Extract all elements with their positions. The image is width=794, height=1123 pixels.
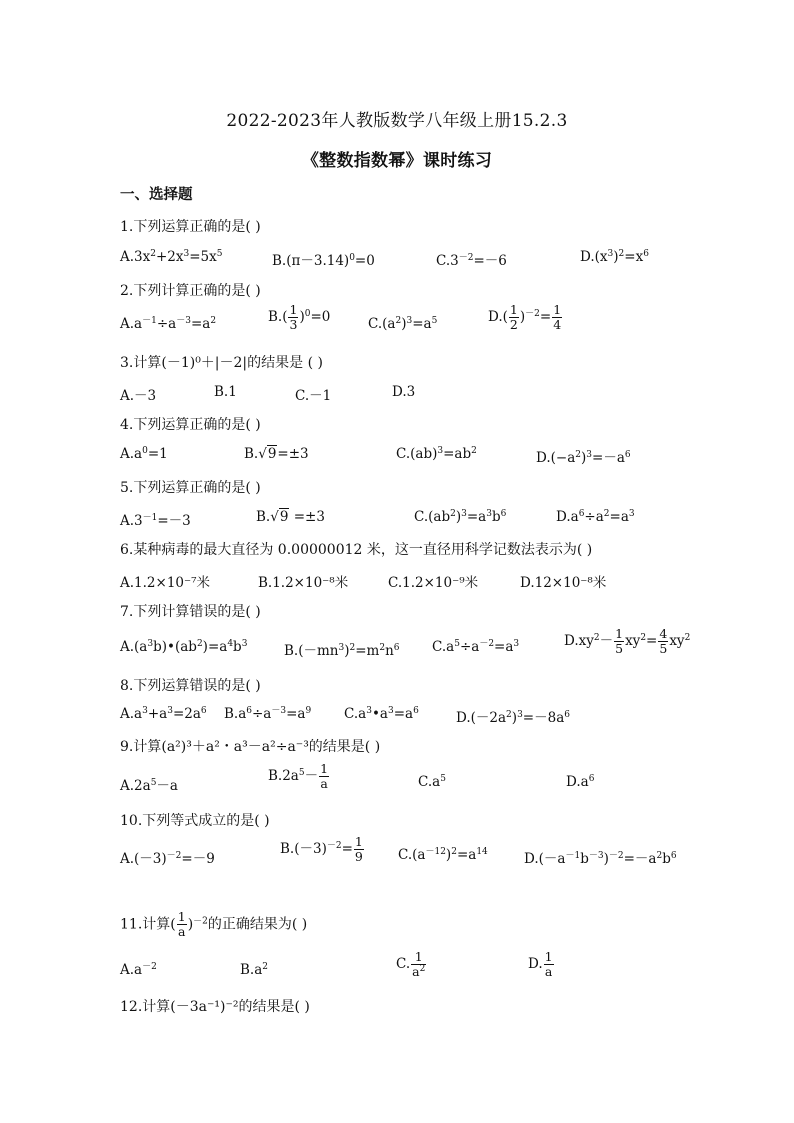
fraction: $\frac{1}{2}$ [509, 302, 518, 332]
fraction: $\frac{4}{5}$ [659, 626, 668, 656]
question-5-option-c: $C.(ab^2)^3=a^3b^6$ [414, 509, 507, 525]
question-7-option-d: $D.xy^2-$ $\frac{1}{5}$ $xy^2=$ $\frac{4}{5}$ $xy^2$ [564, 626, 691, 656]
question-2-option-b: B.( $\frac{1}{3}$ )$^0$=0 [268, 302, 331, 332]
fraction: $\frac{1}{a}$ [320, 761, 329, 791]
question-11-option-d: D. $\frac{1}{a}$ [528, 949, 553, 979]
question-5-option-a: $A.3^{-1}=-3$ [120, 513, 191, 529]
question-9-stem: 9.计算(a²)³＋a²・a³－a²÷a⁻³的结果是( ) [120, 739, 381, 755]
question-4-option-c: $C.(ab)^3=ab^2$ [396, 446, 477, 462]
document-subtitle: 《整数指数幂》课时练习 [301, 151, 493, 171]
question-1-option-d: $D.(x^3)^2=x^6$ [580, 249, 649, 265]
question-10-option-a: $A.(-3)^{-2}=-9$ [120, 851, 215, 867]
question-6-stem: 6.某种病毒的最大直径为 0.00000012 米，这一直径用科学记数法表示为( ) [120, 542, 593, 558]
question-6-option-c: C.1.2×10⁻⁹米 [388, 575, 479, 591]
question-8-stem: 8.下列运算错误的是( ) [120, 678, 261, 694]
question-1-stem: 1.下列运算正确的是( ) [120, 219, 261, 235]
question-1-option-a: $A.3x^2+2x^3=5x^5$ [120, 249, 223, 265]
question-8-option-b: $B.a^6\div a^{-3}=a^9$ [224, 706, 312, 722]
question-3-option-d: D.3 [392, 384, 416, 400]
question-4-option-a: $A.a^0=1$ [120, 446, 168, 462]
question-3-option-b: B.1 [214, 384, 237, 400]
question-11-option-b: $B.a^2$ [240, 962, 268, 978]
fraction: $\frac{1}{a^2}$ [412, 949, 426, 979]
question-6-option-a: A.1.2×10⁻⁷米 [120, 575, 211, 591]
question-10-option-d: $D.(-a^{-1}b^{-3})^{-2}=-a^2b^6$ [524, 851, 677, 867]
question-7-option-b: $B.(-mn^3)^2=m^2n^6$ [284, 643, 400, 659]
question-11-option-c: C. $\frac{1}{a^2}$ [396, 949, 426, 979]
question-12-stem: 12.计算(－3a⁻¹)⁻²的结果是( ) [120, 999, 310, 1015]
question-4-stem: 4.下列运算正确的是( ) [120, 417, 261, 433]
section-heading: 一、选择题 [120, 186, 193, 203]
question-9-option-a: $A.2a^5-a$ [120, 778, 178, 794]
question-9-option-b: $B.2a^5-$ $\frac{1}{a}$ [268, 761, 329, 791]
question-8-option-c: $C.a^3•a^3=a^6$ [344, 706, 419, 722]
document-title: 2022-2023年人教版数学八年级上册15.2.3 [226, 111, 568, 131]
question-11-stem: 11.计算( $\frac{1}{a}$ )$^{-2}$的正确结果为( ) [120, 909, 308, 939]
question-7-stem: 7.下列计算错误的是( ) [120, 604, 261, 620]
fraction: $\frac{1}{9}$ [354, 834, 363, 864]
question-9-option-c: $C.a^5$ [418, 774, 446, 790]
question-10-option-c: $C.(a^{-12})^2=a^{14}$ [398, 847, 488, 863]
question-3-option-c: C.－1 [295, 388, 332, 404]
sqrt-symbol: √9 [258, 446, 277, 462]
question-10-option-b: $B.(-3)^{-2}=$ $\frac{1}{9}$ [280, 834, 363, 864]
question-5-option-b: B.√9 =±3 [256, 509, 325, 525]
question-2-option-a: $A.a^{-1}\div a^{-3}=a^2$ [120, 316, 217, 332]
question-2-option-c: $C.(a^2)^3=a^5$ [368, 316, 438, 332]
fraction: $\frac{1}{a}$ [544, 949, 553, 979]
question-3-option-a: A.－3 [120, 388, 157, 404]
question-8-option-d: $D.(-2a^2)^3=-8a^6$ [456, 710, 570, 726]
question-10-stem: 10.下列等式成立的是( ) [120, 813, 270, 829]
question-2-option-d: D.( $\frac{1}{2}$ )$^{-2}$= $\frac{1}{4}$ [488, 302, 562, 332]
question-7-option-c: $C.a^5\div a^{-2}=a^3$ [432, 639, 520, 655]
sqrt-symbol: √9 [270, 509, 289, 525]
question-5-stem: 5.下列运算正确的是( ) [120, 480, 261, 496]
question-1-option-c: $C.3^{-2}=-6$ [436, 253, 507, 269]
question-4-option-d: $D.(-a^2)^3=-a^6$ [536, 450, 631, 466]
question-6-option-d: D.12×10⁻⁸米 [520, 575, 607, 591]
question-1-option-b: $B.(\pi-3.14)^0=0$ [272, 253, 375, 269]
question-4-option-b: B.√9=±3 [244, 446, 309, 462]
fraction: $\frac{1}{3}$ [289, 302, 298, 332]
fraction: $\frac{1}{5}$ [615, 626, 624, 656]
question-8-option-a: $A.a^3+a^3=2a^6$ [120, 706, 207, 722]
question-7-option-a: $A.(a^3b)•(ab^2)=a^4b^3$ [120, 639, 248, 655]
question-2-stem: 2.下列计算正确的是( ) [120, 283, 261, 299]
question-9-option-d: $D.a^6$ [566, 774, 595, 790]
fraction: $\frac{1}{4}$ [553, 302, 562, 332]
question-3-stem: 3.计算(－1)⁰＋|－2|的结果是 ( ) [120, 355, 323, 371]
fraction: $\frac{1}{a}$ [177, 909, 186, 939]
question-6-option-b: B.1.2×10⁻⁸米 [258, 575, 349, 591]
question-5-option-d: $D.a^6\div a^2=a^3$ [556, 509, 635, 525]
question-11-option-a: $A.a^{-2}$ [120, 962, 157, 978]
